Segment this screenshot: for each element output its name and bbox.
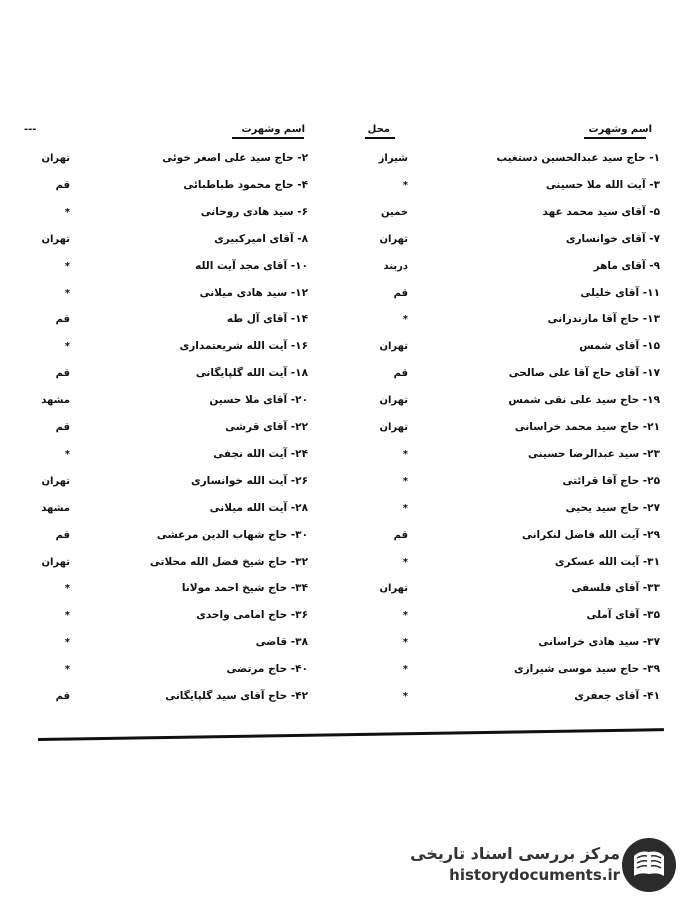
watermark-site: historydocuments.ir (449, 866, 620, 884)
right-entry-place: تهران (379, 583, 408, 595)
watermark-title: مرکز بررسی اسناد تاریخی (410, 844, 620, 863)
right-entry-place: * (402, 691, 408, 702)
left-entry-name: ۳۸- قاضی (255, 636, 308, 649)
left-entry-name: ۱۰- آقای مجد آیت الله (195, 259, 308, 272)
right-entry-place: * (402, 664, 408, 676)
right-entry-name: ۱۷- آقای حاج آقا علی صالحی (508, 367, 660, 380)
corner-mark: --- (24, 124, 37, 135)
right-entry-place: * (402, 556, 408, 568)
right-entry-place: * (402, 314, 408, 326)
left-entry-place: * (64, 341, 70, 353)
right-entry-place: تهران (379, 422, 408, 433)
right-place-header-underline (365, 137, 395, 139)
right-entry-place: خمین (381, 206, 408, 218)
right-entry-name: ۱- حاج سید عبدالحسین دستغیب (496, 152, 660, 164)
right-entry-place: * (402, 179, 408, 191)
left-entry-place: قم (55, 422, 70, 433)
right-entry-name: ۱۱- آقای خلیلی (580, 286, 660, 299)
left-entry-name: ۲۰- آقای ملا حسین (209, 394, 308, 407)
left-entry-name: ۲- حاج سید علی اصغر خوئی (162, 152, 308, 164)
right-entry-place: دربند (383, 260, 408, 272)
right-entry-name: ۳۱- آیت الله عسکری (554, 555, 660, 568)
right-entry-place: شیراز (378, 153, 408, 164)
right-entry-name: ۳۹- حاج سید موسی شیرازی (513, 663, 660, 676)
left-entry-place: تهران (41, 475, 70, 487)
left-entry-place: قم (55, 368, 70, 380)
right-entry-place: تهران (379, 341, 408, 353)
left-entry-place: قم (55, 314, 70, 326)
right-entry-place: قم (393, 529, 408, 541)
right-entry-name: ۲۷- حاج سید یحیی (565, 501, 660, 514)
left-entry-name: ۴- حاج محمود طباطبائی (183, 178, 308, 191)
right-name-header-underline (584, 137, 646, 139)
right-entry-place: تهران (379, 395, 408, 407)
right-entry-name: ۲۹- آیت الله فاضل لنکرانی (521, 528, 660, 541)
left-entry-place: * (64, 637, 70, 649)
left-name-header: اسم وشهرت (241, 124, 305, 135)
left-entry-name: ۳۰- حاج شهاب الدین مرعشی (156, 528, 308, 541)
right-entry-name: ۳- آیت الله ملا حسینی (545, 178, 660, 191)
right-entry-place: قم (393, 368, 408, 380)
left-entry-place: تهران (41, 233, 70, 245)
left-entry-name: ۱۸- آیت الله گلپایگانی (195, 367, 308, 380)
left-entry-place: * (64, 260, 70, 272)
left-entry-name: ۱۴- آقای آل طه (226, 313, 308, 326)
right-entry-place: * (402, 637, 408, 649)
right-entry-name: ۱۵- آقای شمس (579, 340, 660, 353)
left-entry-place: تهران (41, 556, 70, 568)
left-entry-place: * (64, 610, 70, 622)
left-entry-place: مشهد (41, 502, 70, 514)
left-entry-name: ۲۲- آقای قرشی (225, 421, 308, 433)
bottom-rule (38, 728, 664, 741)
left-entry-place: قم (55, 179, 70, 191)
left-entry-name: ۳۶- حاج امامی واحدی (196, 609, 308, 622)
watermark-logo-icon (620, 836, 678, 894)
right-entry-name: ۳۳- آقای فلسفی (571, 582, 660, 595)
left-entry-place: تهران (41, 153, 70, 164)
left-entry-place: * (64, 664, 70, 676)
right-entry-place: قم (393, 287, 408, 299)
left-entry-name: ۸- آقای امیرکبیری (214, 232, 308, 245)
left-entry-name: ۲۸- آیت الله میلانی (209, 501, 308, 514)
right-entry-place: * (402, 610, 408, 622)
right-entry-name: ۳۷- سید هادی خراسانی (538, 636, 660, 649)
right-entry-name: ۱۳- حاج آقا مازندرانی (547, 313, 660, 326)
left-entry-name: ۱۶- آیت الله شریعتمداری (179, 340, 308, 353)
left-entry-name: ۶- سید هادی روحانی (200, 205, 308, 218)
left-entry-name: ۴۰- حاج مرتضی (226, 663, 308, 676)
left-entry-place: مشهد (41, 395, 70, 407)
right-entry-place: تهران (379, 233, 408, 245)
right-entry-place: * (402, 475, 408, 487)
right-entry-name: ۴۱- آقای جعفری (574, 690, 660, 702)
left-entry-name: ۴۲- حاج آقای سید گلپایگانی (165, 690, 308, 702)
right-entry-name: ۳۵- آقای آملی (586, 609, 660, 622)
left-entry-name: ۲۴- آیت الله نجفی (213, 447, 308, 460)
right-entry-name: ۲۱- حاج سید محمد خراسانی (514, 421, 660, 433)
left-entry-place: * (64, 287, 70, 299)
left-entry-name: ۳۲- حاج شیخ فضل الله محلاتی (149, 555, 308, 568)
right-entry-name: ۱۹- حاج سید علی نقی شمس (508, 394, 660, 407)
right-entry-name: ۵- آقای سید محمد عهد (542, 205, 660, 218)
right-entry-name: ۲۳- سید عبدالرضا حسینی (528, 447, 660, 460)
right-entry-name: ۲۵- حاج آقا قرائتی (562, 474, 660, 487)
left-entry-place: * (64, 448, 70, 460)
left-name-header-underline (232, 137, 304, 139)
right-entry-name: ۷- آقای خوانساری (565, 232, 660, 245)
right-entry-place: * (402, 502, 408, 514)
left-entry-place: قم (55, 529, 70, 541)
left-entry-name: ۱۲- سید هادی میلانی (199, 286, 308, 299)
left-entry-place: * (64, 583, 70, 595)
right-entry-name: ۹- آقای ماهر (593, 259, 660, 272)
left-entry-place: * (64, 206, 70, 218)
left-entry-name: ۲۶- آیت الله خوانساری (191, 474, 308, 487)
right-place-header: محل (367, 124, 390, 135)
right-name-header: اسم وشهرت (588, 124, 652, 135)
left-entry-name: ۳۴- حاج شیخ احمد مولانا (181, 582, 308, 595)
right-entry-place: * (402, 448, 408, 460)
left-entry-place: قم (55, 691, 70, 702)
